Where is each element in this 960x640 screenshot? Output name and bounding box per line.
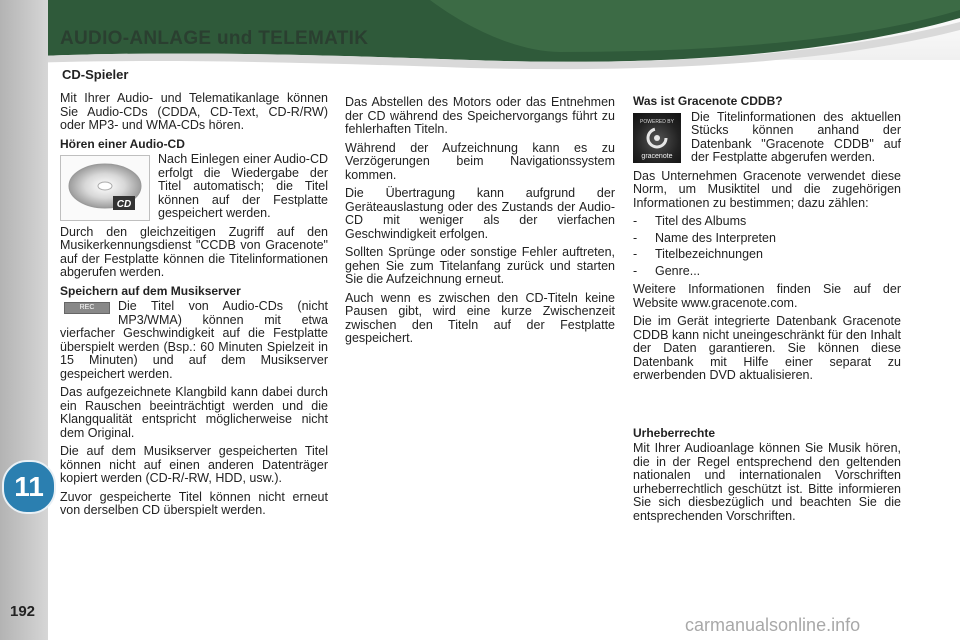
subheading-listen: Hören einer Audio-CD [60,136,185,151]
text-column-3 [633,95,901,528]
gracenote-icon [633,113,681,163]
chapter-number-badge: 11 [2,460,56,514]
navigation-paragraph: Während der Aufzeichnung kann es zu Verzögerungen beim Navigationssystem kommen. [345,140,615,182]
engine-paragraph: Das Abstellen des Motors oder das Entnehmen der CD während des Speichervorgangs führt zu fehlerhaften Titeln. [345,95,615,136]
watermark-text: carmanualsonline.info [685,615,861,635]
list-item: - Name des Interpreten [633,230,776,245]
rec-button-icon: REC [64,302,110,314]
jumps-paragraph: Sollten Sprünge oder sonstige Fehler auftreten, gehen Sie zum Titelanfang zurück und starten Sie die Aufzeichnung erneut. [345,245,615,286]
text-column-1 [60,92,328,523]
before-paragraph: Zuvor gespeicherte Titel können nicht erneut von derselben CD überspielt werden. [60,489,328,517]
text-column-2 [345,96,615,351]
section-title: CD-Spieler [62,67,129,82]
subheading-store: Speichern auf dem Musikserver [60,283,241,298]
update-paragraph: Die im Gerät integrierte Datenbank Gracenote CDDB kann nicht uneingeschränkt für den Inhalt der Daten garantieren. Sie können diese Datenbank mit Hilfe einer separat zu erwerbenden DVD aktualisieren. [633,314,901,382]
subheading-gracenote: Was ist Gracenote CDDB? [633,94,783,108]
listen-paragraph: Nach Einlegen einer Audio-CD erfolgt die Wiedergabe der Titel automatisch; die Titel können auf der Festplatte gespeichert werden. [158,152,328,220]
gracenote-logo [633,113,681,163]
transfer-paragraph: Die Übertragung kann aufgrund der Geräteauslastung oder des Zustands der Audio-CD mit weniger als der vierfachen Geschwindigkeit erfolgen. [345,186,615,241]
gracenote-company-paragraph: Das Unternehmen Gracenote verwendet diese Norm, um Musiktitel und die zugehörigen Informationen zu bestimmen; dazu zählen: [633,168,901,210]
cddb-paragraph: Durch den gleichzeitigen Zugriff auf den Musikerkennungsdienst "CCDB von Gracenote" auf der Festplatte können die Titelinformationen abgerufen werden. [60,224,328,279]
store-paragraph: Die Titel von Audio-CDs (nicht MP3/WMA) können mit etwa vierfacher Geschwindigkeit auf die Festplatte überspielt werden (Bsp.: 60 Minuten Spielzeit in 15 Minuten) und auf dem Musikserver gespeichert werden. [60,299,328,381]
gracenote-name-text: gracenote [641,152,673,160]
cd-disc-icon [61,156,149,220]
subheading-copyright: Urheberrechte [633,425,716,440]
gracenote-info-paragraph: Die Titelinformationen des aktuellen Stücks können anhand der Datenbank "Gracenote CDDB" auf der Festplatte abgerufen werden. [691,109,901,164]
cd-logo-text: CD [116,199,132,210]
copyright-paragraph: Mit Ihrer Audioanlage können Sie Musik hören, die in der Regel entsprechend den geltenden nationalen und internationalen Vorschriften urheberrechtlich geschützt ist. Bitte informieren Sie sich diesbezüglich und beachten Sie die entsprechenden Vorschriften. [633,441,901,523]
pauses-paragraph: Auch wenn es zwischen den CD-Titeln keine Pausen gibt, wird eine kurze Zwischenzeit zwischen den Titeln auf der Festplatte gespeichert. [345,290,615,345]
left-margin-bar [0,0,48,640]
list-item: - Titelbezeichnungen [633,247,763,261]
chapter-header-title: AUDIO-ANLAGE und TELEMATIK [60,28,369,49]
website-paragraph: Weitere Informationen finden Sie auf der Website www.gracenote.com. [633,282,901,310]
gracenote-powered-text: POWERED BY [640,118,674,125]
page-number: 192 [10,603,36,620]
list-item: - Genre... [633,263,701,278]
intro-paragraph: Mit Ihrer Audio- und Telematikanlage können Sie Audio-CDs (CDDA, CD-Text, CD-R/RW) oder MP3- und WMA-CDs hören. [60,91,328,132]
quality-paragraph: Das aufgezeichnete Klangbild kann dabei durch ein Rauschen beeinträchtigt werden und die Klangqualität entspricht möglicherweise nicht dem Original. [60,385,328,440]
info-list [633,215,901,278]
copy-paragraph: Die auf dem Musikserver gespeicherten Titel können nicht auf einen anderen Datenträger kopiert werden (CD-R/-RW, HDD, usw.). [60,444,328,485]
list-item: - Titel des Albums [633,214,747,228]
cd-illustration [60,155,150,221]
